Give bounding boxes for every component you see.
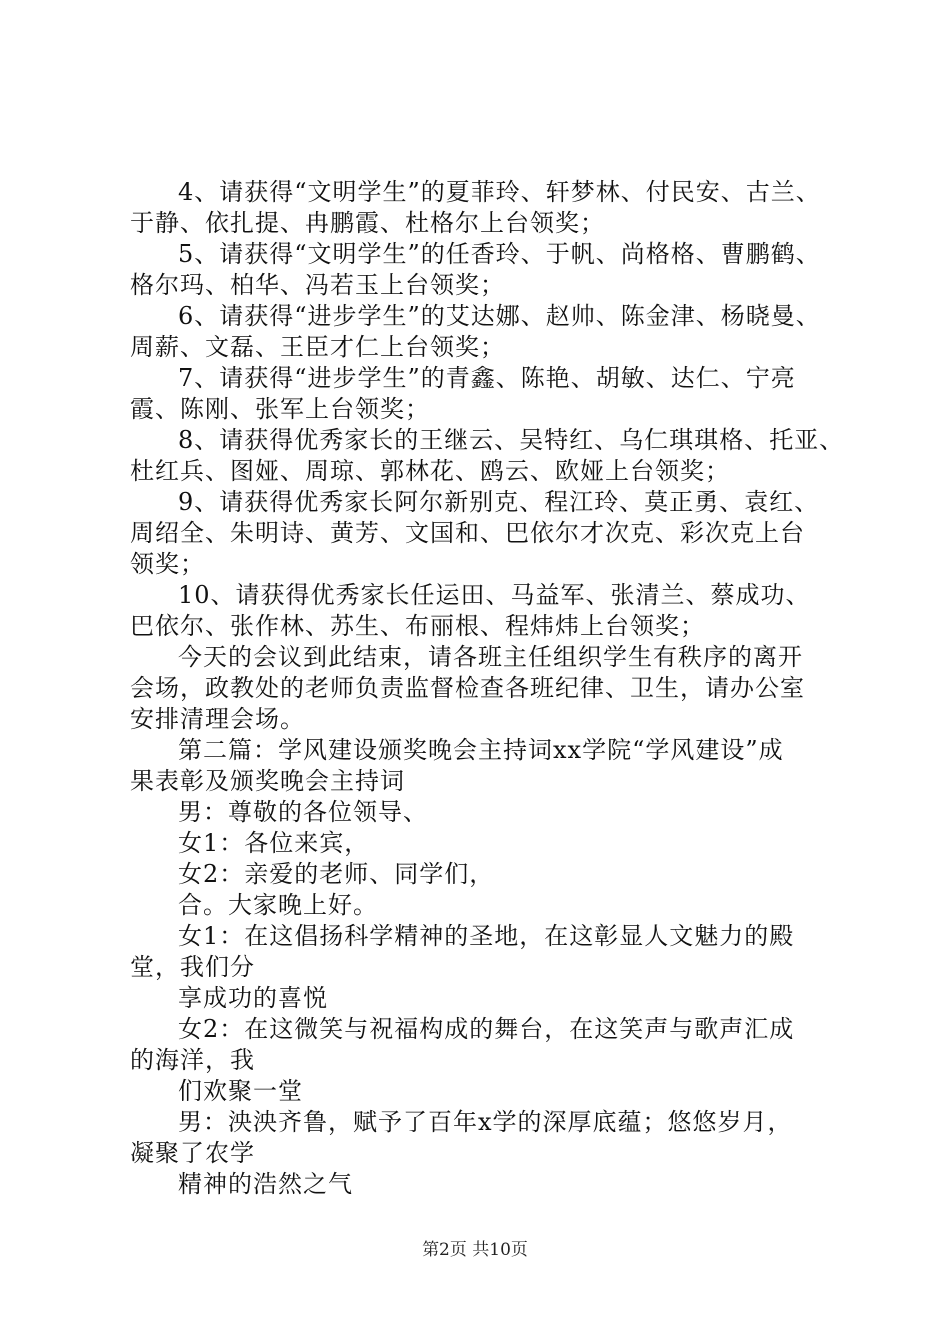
text-line: 于静、依扎提、冉鹏霞、杜格尔上台领奖； [130, 209, 605, 237]
text-line: 霞、陈刚、张军上台领奖； [130, 395, 430, 423]
text-line: 的海洋，我 [130, 1046, 255, 1074]
text-line: 女2：在这微笑与祝福构成的舞台，在这笑声与歌声汇成 [178, 1015, 795, 1043]
text-line: 巴依尔、张作林、苏生、布丽根、程炜炜上台领奖； [130, 612, 705, 640]
text-line: 6、请获得“进步学生”的艾达娜、赵帅、陈金津、杨晓曼、 [178, 302, 821, 330]
text-line: 们欢聚一堂 [178, 1077, 303, 1105]
text-line: 女1：各位来宾， [178, 829, 370, 857]
text-line: 女1：在这倡扬科学精神的圣地，在这彰显人文魅力的殿 [178, 922, 795, 950]
text-line: 凝聚了农学 [130, 1139, 255, 1167]
page-number-footer: 第2页 共10页 [422, 1240, 528, 1260]
text-line: 9、请获得优秀家长阿尔新别克、程江玲、莫正勇、袁红、 [178, 488, 820, 516]
text-line: 领奖； [130, 550, 205, 578]
text-line: 5、请获得“文明学生”的任香玲、于帆、尚格格、曹鹏鹤、 [178, 240, 821, 268]
section-heading: 第二篇：学风建设颁奖晚会主持词xx学院“学风建设”成 [178, 736, 784, 764]
section-heading: 果表彰及颁奖晚会主持词 [130, 767, 405, 795]
text-line: 女2：亲爱的老师、同学们， [178, 860, 495, 888]
text-line: 周薪、文磊、王臣才仁上台领奖； [130, 333, 505, 361]
text-line: 周绍全、朱明诗、黄芳、文国和、巴依尔才次克、彩次克上台 [130, 519, 805, 547]
text-line: 格尔玛、柏华、冯若玉上台领奖； [130, 271, 505, 299]
text-line: 会场，政教处的老师负责监督检查各班纪律、卫生，请办公室 [130, 674, 805, 702]
text-line: 4、请获得“文明学生”的夏菲玲、轩梦林、付民安、古兰、 [178, 178, 821, 206]
text-line: 7、请获得“进步学生”的青鑫、陈艳、胡敏、达仁、宁亮 [178, 364, 796, 392]
text-line: 8、请获得优秀家长的王继云、吴特红、乌仁琪琪格、托亚、 [178, 426, 845, 454]
text-line: 享成功的喜悦 [178, 984, 328, 1012]
text-line: 精神的浩然之气 [178, 1170, 353, 1198]
text-line: 杜红兵、图娅、周琼、郭林花、鸥云、欧娅上台领奖； [130, 457, 730, 485]
text-line: 男：尊敬的各位领导、 [178, 798, 428, 826]
text-line: 堂，我们分 [130, 953, 255, 981]
text-line: 10、请获得优秀家长任运田、马益军、张清兰、蔡成功、 [178, 581, 811, 609]
text-line: 男：泱泱齐鲁，赋予了百年x学的深厚底蕴；悠悠岁月， [178, 1108, 793, 1136]
text-line: 安排清理会场。 [130, 705, 305, 733]
text-line: 今天的会议到此结束，请各班主任组织学生有秩序的离开 [178, 643, 803, 671]
text-line: 合。大家晚上好。 [178, 891, 378, 919]
